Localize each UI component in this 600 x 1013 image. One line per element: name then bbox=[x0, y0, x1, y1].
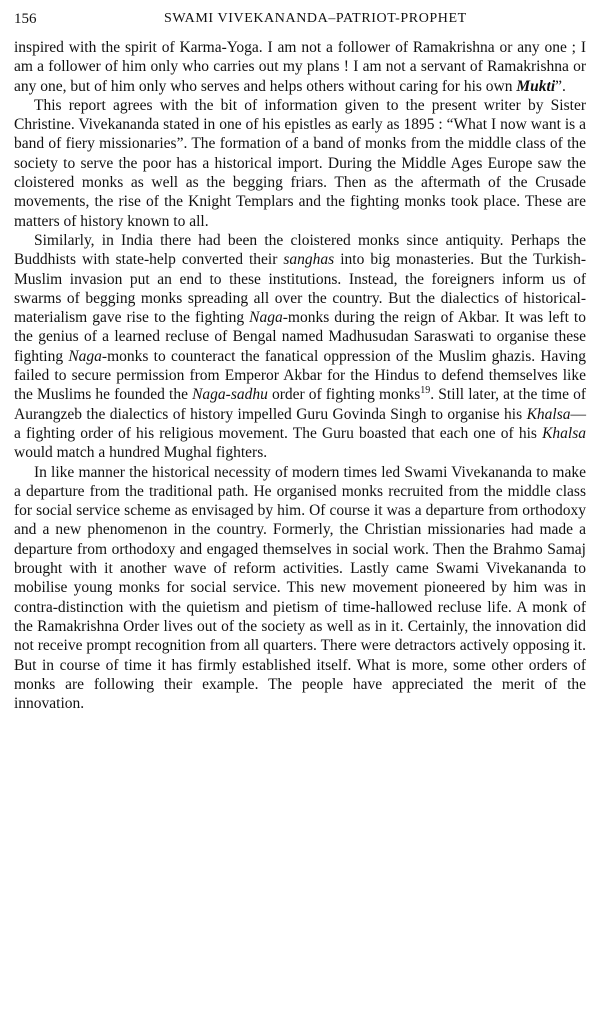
text-run: —a fighting order of his religious movement. The Guru boasted that each one of his bbox=[14, 405, 586, 442]
page-number: 156 bbox=[14, 11, 37, 27]
text-run: order of fighting monks bbox=[267, 386, 421, 404]
text-run: into big monasteries. But the Turkish-Muslim invasion put an end to these institutions. Instead, the foreigners inform us of swarms of begging monks spreading all over the country. But the dialectics of historical-materialism gave rise to the fighting bbox=[14, 251, 586, 327]
text-run: inspired with the spirit of Karma-Yoga. I am not a follower of Ramakrishna or any one ; I am a follower of him only who carries out my plans ! I am not a servant of Ramakrishna or any one, but of him only who serves and helps others without caring for his own bbox=[14, 39, 586, 95]
text-run: Similarly, in India there had been the cloistered monks since antiquity. Perhaps the Buddhists with state-help converted their bbox=[14, 231, 586, 269]
paragraph-vivekananda-departure bbox=[14, 463, 586, 714]
italic-term: Khalsa bbox=[526, 405, 571, 423]
text-run: would match a hundred Mughal fighters. bbox=[14, 444, 268, 462]
text-run: This report agrees with the bit of information given to the present writer by Sister Christine. Vivekananda stated in one of his epistles as early as 1895 : “What I now want is a band of fiery missionaries”. The formation of a band of monks from the middle class of the society to serve the poor has a historical import. During the Middle Ages Europe saw the cloistered monks as well as the begging friars. Then as the aftermath of the Crusade movements, the rise of the Knight Templars and the fighting monks took place. These are matters of history known to all. bbox=[14, 96, 586, 230]
text-run: -monks during the reign of Akbar. It was left to the genius of a learned recluse of Bengal named Madhusudan Saraswati to organise these fighting bbox=[14, 309, 586, 365]
italic-term: Khalsa bbox=[542, 424, 586, 442]
bold-italic-term: Mukti bbox=[516, 77, 556, 95]
text-run: ”. bbox=[555, 77, 566, 95]
footnote-marker: 19 bbox=[420, 385, 431, 397]
running-title: SWAMI VIVEKANANDA–PATRIOT-PROPHET bbox=[164, 11, 467, 26]
italic-term: Naga bbox=[68, 347, 102, 365]
italic-term: Naga bbox=[249, 309, 283, 327]
paragraph-continued bbox=[14, 38, 586, 96]
body-text bbox=[14, 38, 586, 713]
text-run: In like manner the historical necessity of modern times led Swami Vivekananda to make a departure from the traditional path. He organised monks recruited from the middle class for social service scheme as envisaged by him. Of course it was a departure from orthodoxy and a new phenomenon in the country. Formerly, the Christian missionaries had made a departure from orthodoxy and engaged themselves in social work. Then the Brahmo Samaj brought with it another wave of reform activities. Lastly came Swami Vivekananda to mobilise young monks for social service. This new movement pioneered by him was in contra-distinction with the quietism and pietism of time-hallowed recluse life. A monk of the Ramakrishna Order lives out of the society as well as in it. Certainly, the innovation did not receive prompt recognition from all quarters. There were detractors actively opposing it. But in course of time it has firmly established itself. What is more, some other orders of monks are following their example. The people have appreciated the merit of the innovation. bbox=[14, 463, 586, 713]
italic-term: Naga-sadhu bbox=[192, 386, 268, 404]
text-run: -monks to counteract the fanatical oppression of the Muslim ghazis. Having failed to secure permission from Emperor Akbar for the Hindus to defend themselves like the Muslims he founded the bbox=[14, 347, 586, 404]
italic-term: sanghas bbox=[283, 251, 335, 269]
running-head bbox=[14, 8, 586, 30]
paragraph-report bbox=[14, 96, 586, 231]
text-run: . Still later, at the time of Aurangzeb the dialectics of history impelled Guru Govinda Singh to organise his bbox=[14, 386, 586, 423]
paragraph-india-monks bbox=[14, 231, 586, 463]
